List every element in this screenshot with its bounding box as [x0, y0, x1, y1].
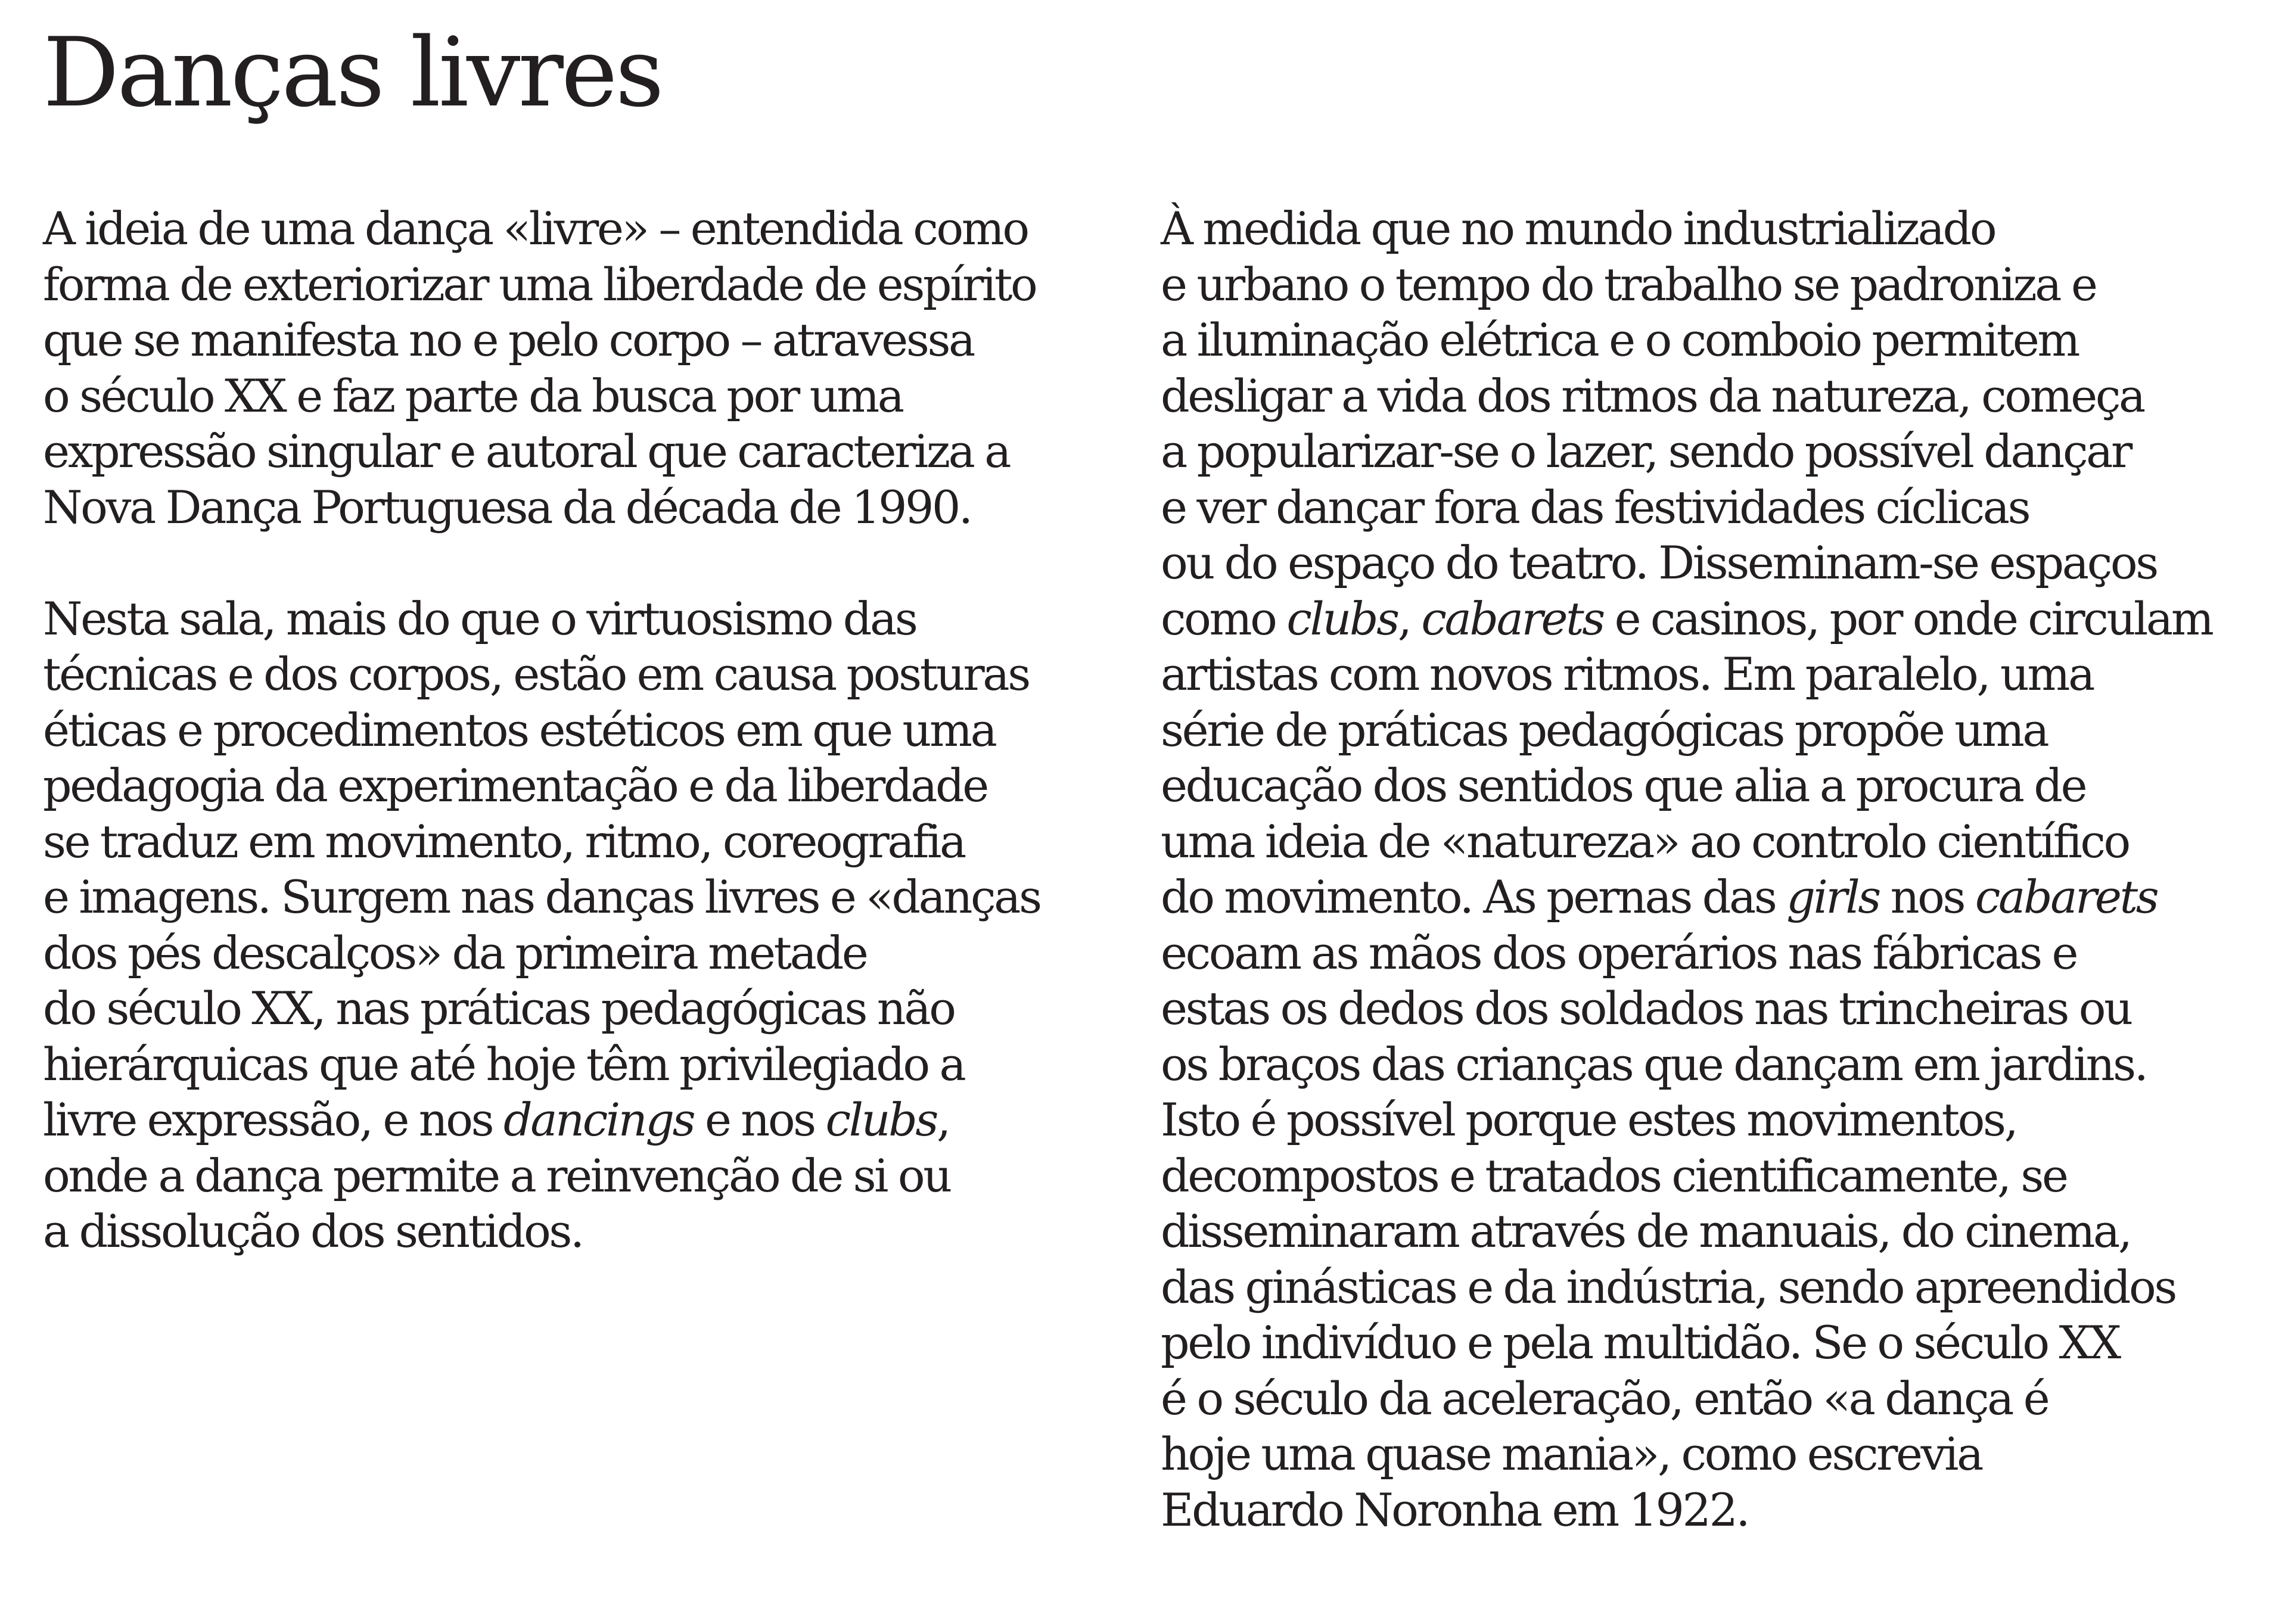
- text-line: [1161, 201, 2212, 257]
- text-line: [1161, 702, 2212, 758]
- text-run: Nesta sala, mais do que o virtuosismo das: [43, 592, 916, 645]
- text-run: pelo indivíduo e pela multidão. Se o século XX: [1161, 1316, 2119, 1369]
- text-run: ou do espaço do teatro. Disseminam-se espaços: [1161, 536, 2157, 589]
- text-line: [43, 480, 1040, 536]
- text-run: disseminaram através de manuais, do cinema,: [1161, 1205, 2131, 1258]
- text-line: [43, 1203, 1040, 1259]
- text-line: [1161, 925, 2212, 981]
- text-run: pedagogia da experimentação e da liberdade: [43, 759, 987, 812]
- text-line: [43, 814, 1040, 870]
- text-run: série de práticas pedagógicas propõe uma: [1161, 703, 2048, 757]
- text-run: a dissolução dos sentidos.: [43, 1205, 583, 1258]
- paragraph-break: [43, 535, 1040, 591]
- text-run: Nova Dança Portuguesa da década de 1990.: [43, 480, 971, 534]
- text-run: e urbano o tempo do trabalho se padroniza e: [1161, 257, 2096, 311]
- text-run: Eduardo Noronha em 1922.: [1161, 1483, 1749, 1536]
- left-text-column: [43, 201, 1040, 1259]
- text-line: [43, 981, 1040, 1037]
- text-line: [1161, 1371, 2212, 1427]
- text-line: [1161, 1482, 2212, 1538]
- text-line: [1161, 591, 2212, 647]
- text-line: [1161, 1037, 2212, 1093]
- text-run: a iluminação elétrica e o comboio permitem: [1161, 313, 2079, 366]
- italic-term: cabarets: [1421, 592, 1603, 645]
- text-run: como: [1161, 592, 1287, 645]
- text-line: [1161, 257, 2212, 313]
- text-run: e imagens. Surgem nas danças livres e «danças: [43, 870, 1040, 923]
- text-line: [43, 1037, 1040, 1093]
- text-line: [43, 869, 1040, 925]
- text-run: estas os dedos dos soldados nas trincheiras ou: [1161, 982, 2131, 1035]
- text-line: [1161, 312, 2212, 368]
- text-line: [43, 1092, 1040, 1148]
- text-line: [1161, 535, 2212, 591]
- text-run: ,: [937, 1093, 949, 1146]
- text-line: [1161, 1315, 2212, 1371]
- text-line: [43, 591, 1040, 647]
- text-run: dos pés descalços» da primeira metade: [43, 926, 867, 979]
- text-run: é o século da aceleração, então «a dança é: [1161, 1371, 2048, 1425]
- text-run: A ideia de uma dança «livre» – entendida como: [43, 202, 1028, 255]
- text-run: ,: [1397, 592, 1422, 645]
- text-run: do movimento. As pernas das: [1161, 870, 1787, 923]
- text-run: hierárquicas que até hoje têm privilegiado a: [43, 1037, 965, 1091]
- text-line: [1161, 814, 2212, 870]
- text-run: o século XX e faz parte da busca por uma: [43, 369, 903, 422]
- text-run: e ver dançar fora das festividades cíclicas: [1161, 480, 2029, 534]
- text-run: uma ideia de «natureza» ao controlo científico: [1161, 814, 2129, 868]
- text-run: livre expressão, e nos: [43, 1093, 503, 1146]
- text-line: [1161, 758, 2212, 814]
- italic-term: dancings: [503, 1093, 694, 1146]
- text-line: [43, 368, 1040, 424]
- italic-term: clubs: [1286, 592, 1398, 645]
- text-run: hoje uma quase mania», como escrevia: [1161, 1427, 1982, 1480]
- text-line: [1161, 1426, 2212, 1482]
- text-run: expressão singular e autoral que caracteriza a: [43, 425, 1010, 478]
- text-run: artistas com novos ritmos. Em paralelo, uma: [1161, 648, 2094, 701]
- text-line: [43, 1148, 1040, 1204]
- text-line: [43, 257, 1040, 313]
- text-run: das ginásticas e da indústria, sendo apreendidos: [1161, 1260, 2175, 1314]
- right-text-column: [1161, 201, 2212, 1538]
- text-line: [1161, 869, 2212, 925]
- italic-term: girls: [1786, 870, 1879, 923]
- text-run: do século XX, nas práticas pedagógicas não: [43, 982, 955, 1035]
- text-run: onde a dança permite a reinvenção de si ou: [43, 1149, 950, 1202]
- text-run: desligar a vida dos ritmos da natureza, começa: [1161, 369, 2144, 422]
- text-run: técnicas e dos corpos, estão em causa posturas: [43, 648, 1029, 701]
- text-line: [43, 424, 1040, 480]
- text-line: [43, 312, 1040, 368]
- text-run: À medida que no mundo industrializado: [1161, 202, 1995, 255]
- text-run: nos: [1879, 870, 1975, 923]
- text-line: [43, 925, 1040, 981]
- text-line: [1161, 1092, 2212, 1148]
- text-line: [1161, 424, 2212, 480]
- text-line: [1161, 480, 2212, 536]
- text-line: [1161, 981, 2212, 1037]
- text-run: decompostos e tratados cientificamente, se: [1161, 1149, 2067, 1202]
- text-line: [43, 201, 1040, 257]
- text-line: [43, 646, 1040, 702]
- text-line: [1161, 1259, 2212, 1315]
- text-line: [1161, 1203, 2212, 1259]
- italic-term: cabarets: [1975, 870, 2158, 923]
- text-run: ecoam as mãos dos operários nas fábricas e: [1161, 926, 2077, 979]
- text-line: [1161, 646, 2212, 702]
- text-run: que se manifesta no e pelo corpo – atravessa: [43, 313, 974, 366]
- italic-term: clubs: [825, 1093, 937, 1146]
- text-line: [1161, 1148, 2212, 1204]
- text-run: educação dos sentidos que alia a procura de: [1161, 759, 2086, 812]
- text-run: os braços das crianças que dançam em jardins.: [1161, 1037, 2147, 1091]
- text-run: e nos: [694, 1093, 826, 1146]
- text-run: a popularizar-se o lazer, sendo possível dançar: [1161, 425, 2131, 478]
- text-run: e casinos, por onde circulam: [1603, 592, 2212, 645]
- text-line: [43, 702, 1040, 758]
- text-line: [43, 758, 1040, 814]
- text-line: [1161, 368, 2212, 424]
- text-run: éticas e procedimentos estéticos em que uma: [43, 703, 996, 757]
- text-run: se traduz em movimento, ritmo, coreografia: [43, 814, 965, 868]
- page-title: Danças livres: [43, 17, 662, 128]
- text-run: forma de exteriorizar uma liberdade de espírito: [43, 257, 1036, 311]
- text-run: Isto é possível porque estes movimentos,: [1161, 1093, 2017, 1146]
